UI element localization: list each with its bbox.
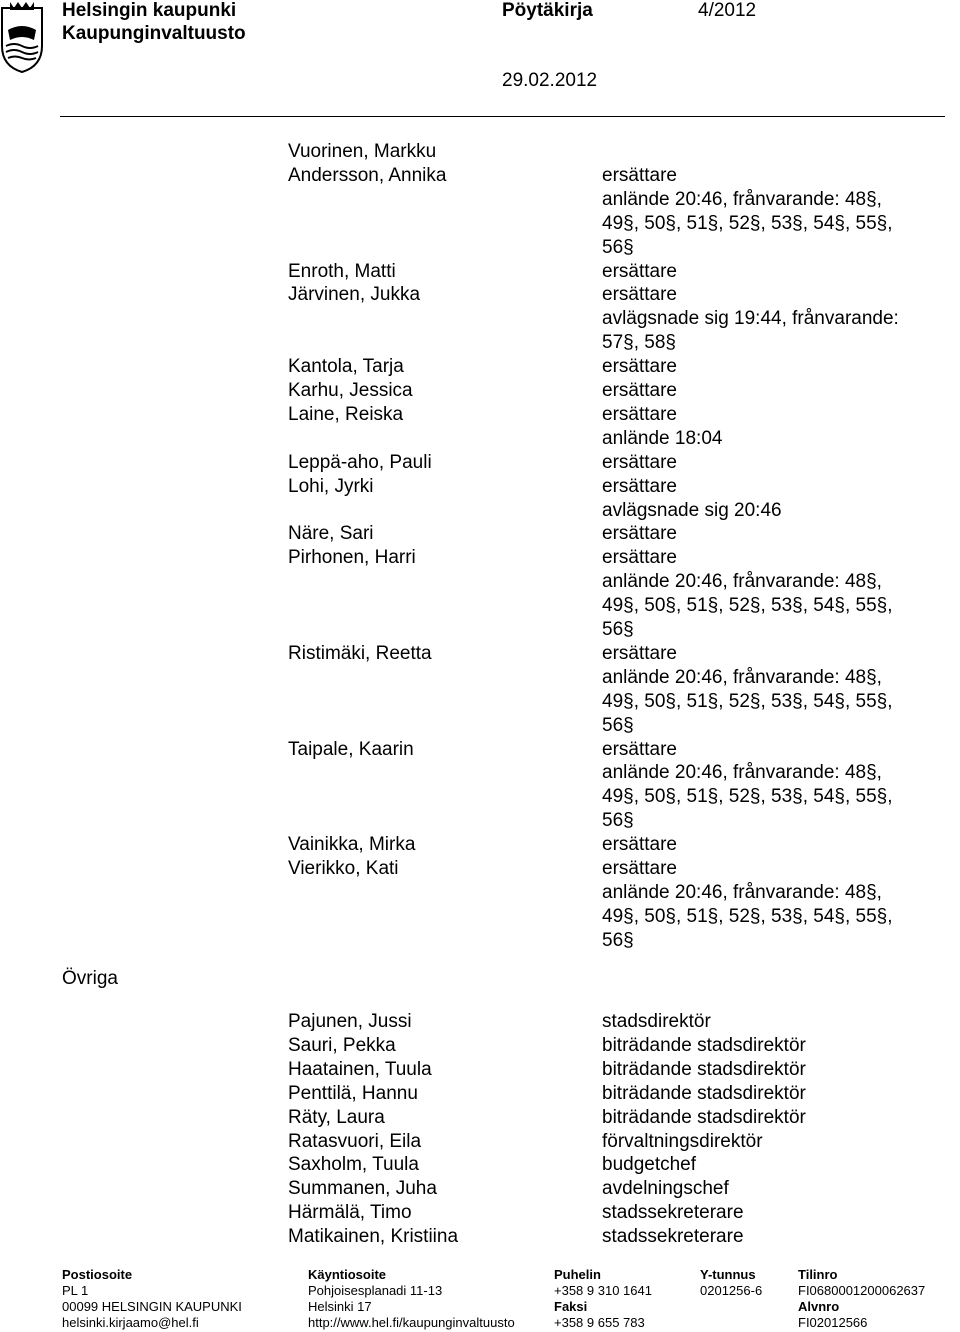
footer-phone-heading: Puhelin — [554, 1267, 601, 1282]
official-title: stadssekreterare — [602, 1226, 744, 1248]
attendee-name: Pirhonen, Harri — [288, 547, 416, 569]
attendee-note: ersättare — [602, 451, 677, 473]
attendee-note: 49§, 50§, 51§, 52§, 53§, 54§, 55§, — [602, 690, 893, 712]
attendee-name: Karhu, Jessica — [288, 380, 413, 401]
footer-postal-line1: PL 1 — [62, 1283, 89, 1298]
attendee-note: ersättare — [602, 547, 677, 569]
official-title: biträdande stadsdirektör — [602, 1106, 806, 1128]
attendee-note: ersättare — [602, 523, 677, 545]
official-name: Pajunen, Jussi — [288, 1011, 412, 1032]
attendee-name: Kantola, Tarja — [288, 356, 404, 378]
attendee-name: Enroth, Matti — [288, 260, 396, 282]
official-name: Haatainen, Tuula — [288, 1058, 432, 1080]
attendee-name: Lohi, Jyrki — [288, 475, 374, 497]
footer-account: FI0680001200062637 — [798, 1283, 926, 1298]
attendee-note: avlägsnade sig 20:46 — [602, 499, 782, 521]
attendee-note: ersättare — [602, 380, 677, 401]
footer-vat: FI02012566 — [798, 1315, 868, 1330]
attendee-name: Laine, Reiska — [288, 403, 404, 425]
attendee-note: 56§ — [602, 236, 634, 258]
attendee-note: avlägsnade sig 19:44, frånvarande: — [602, 308, 899, 330]
footer-email: helsinki.kirjaamo@hel.fi — [62, 1315, 199, 1330]
official-title: biträdande stadsdirektör — [602, 1058, 806, 1080]
document-number: 4/2012 — [698, 0, 757, 21]
attendee-name: Andersson, Annika — [288, 164, 447, 186]
attendee-note: ersättare — [602, 403, 677, 425]
attendee-note: 56§ — [602, 619, 634, 640]
footer-fax-heading: Faksi — [554, 1299, 588, 1314]
attendee-note: 56§ — [602, 929, 634, 951]
official-title: biträdande stadsdirektör — [602, 1082, 806, 1104]
attendee-name: Vuorinen, Markku — [288, 141, 437, 162]
attendee-note: ersättare — [602, 858, 677, 879]
attendee-note: ersättare — [602, 284, 677, 306]
footer-business-id-heading: Y-tunnus — [700, 1267, 756, 1282]
footer-visit-line1: Pohjoisesplanadi 11-13 — [308, 1283, 443, 1298]
footer-business-id: 0201256-6 — [700, 1283, 763, 1298]
footer-visit-heading: Käyntiosoite — [308, 1267, 387, 1282]
attendee-note: anlände 20:46, frånvarande: 48§, — [602, 666, 882, 688]
official-name: Penttilä, Hannu — [288, 1082, 418, 1104]
council-name: Kaupunginvaltuusto — [62, 23, 246, 44]
attendee-name: Järvinen, Jukka — [288, 284, 421, 306]
attendee-note: anlände 18:04 — [602, 427, 723, 449]
official-title: stadsdirektör — [602, 1011, 711, 1032]
attendee-note: ersättare — [602, 164, 677, 186]
attendee-note: ersättare — [602, 475, 677, 497]
official-title: stadssekreterare — [602, 1202, 744, 1224]
org-name: Helsingin kaupunki — [62, 0, 237, 21]
official-name: Summanen, Juha — [288, 1178, 437, 1200]
official-title: budgetchef — [602, 1154, 697, 1176]
attendee-note: 56§ — [602, 810, 634, 832]
official-title: biträdande stadsdirektör — [602, 1034, 806, 1056]
official-name: Härmälä, Timo — [288, 1202, 412, 1224]
attendee-note: anlände 20:46, frånvarande: 48§, — [602, 881, 882, 903]
attendee-note: 57§, 58§ — [602, 332, 676, 354]
helsinki-crest-logo — [0, 0, 44, 74]
attendee-note: ersättare — [602, 738, 677, 760]
section-label-ovriga: Övriga — [62, 968, 118, 989]
official-title: förvaltningsdirektör — [602, 1130, 763, 1152]
attendee-name: Näre, Sari — [288, 523, 374, 545]
attendee-note: 49§, 50§, 51§, 52§, 53§, 54§, 55§, — [602, 905, 893, 927]
document-type: Pöytäkirja — [502, 0, 593, 21]
attendee-name: Leppä-aho, Pauli — [288, 451, 432, 473]
footer-fax: +358 9 655 783 — [554, 1315, 645, 1330]
attendee-note: 49§, 50§, 51§, 52§, 53§, 54§, 55§, — [602, 786, 893, 808]
attendee-note: ersättare — [602, 356, 677, 378]
attendee-name: Vainikka, Mirka — [288, 834, 416, 856]
attendee-note: ersättare — [602, 260, 677, 282]
attendee-note: anlände 20:46, frånvarande: 48§, — [602, 571, 882, 593]
attendee-note: 49§, 50§, 51§, 52§, 53§, 54§, 55§, — [602, 595, 893, 617]
footer-visit-line2: Helsinki 17 — [308, 1299, 372, 1314]
meeting-date: 29.02.2012 — [502, 70, 598, 91]
official-name: Sauri, Pekka — [288, 1034, 396, 1056]
header-divider — [60, 116, 945, 117]
footer-phone: +358 9 310 1641 — [554, 1283, 652, 1298]
footer-vat-heading: Alvnro — [798, 1299, 840, 1314]
attendee-note: anlände 20:46, frånvarande: 48§, — [602, 762, 882, 784]
footer-website: http://www.hel.fi/kaupunginvaltuusto — [308, 1315, 515, 1330]
official-name: Räty, Laura — [288, 1106, 385, 1128]
footer-postal-heading: Postiosoite — [62, 1267, 133, 1282]
official-title: avdelningschef — [602, 1178, 729, 1200]
attendee-name: Ristimäki, Reetta — [288, 642, 432, 664]
official-name: Matikainen, Kristiina — [288, 1226, 459, 1248]
official-name: Saxholm, Tuula — [288, 1154, 419, 1176]
attendee-note: anlände 20:46, frånvarande: 48§, — [602, 188, 882, 210]
attendee-note: ersättare — [602, 834, 677, 856]
official-name: Ratasvuori, Eila — [288, 1130, 422, 1152]
footer-account-heading: Tilinro — [798, 1267, 838, 1282]
attendee-note: ersättare — [602, 642, 677, 664]
footer-postal-line2: 00099 HELSINGIN KAUPUNKI — [62, 1299, 242, 1314]
attendee-note: 49§, 50§, 51§, 52§, 53§, 54§, 55§, — [602, 212, 893, 234]
attendee-name: Vierikko, Kati — [288, 858, 399, 879]
attendee-note: 56§ — [602, 714, 634, 736]
attendee-name: Taipale, Kaarin — [288, 738, 414, 760]
